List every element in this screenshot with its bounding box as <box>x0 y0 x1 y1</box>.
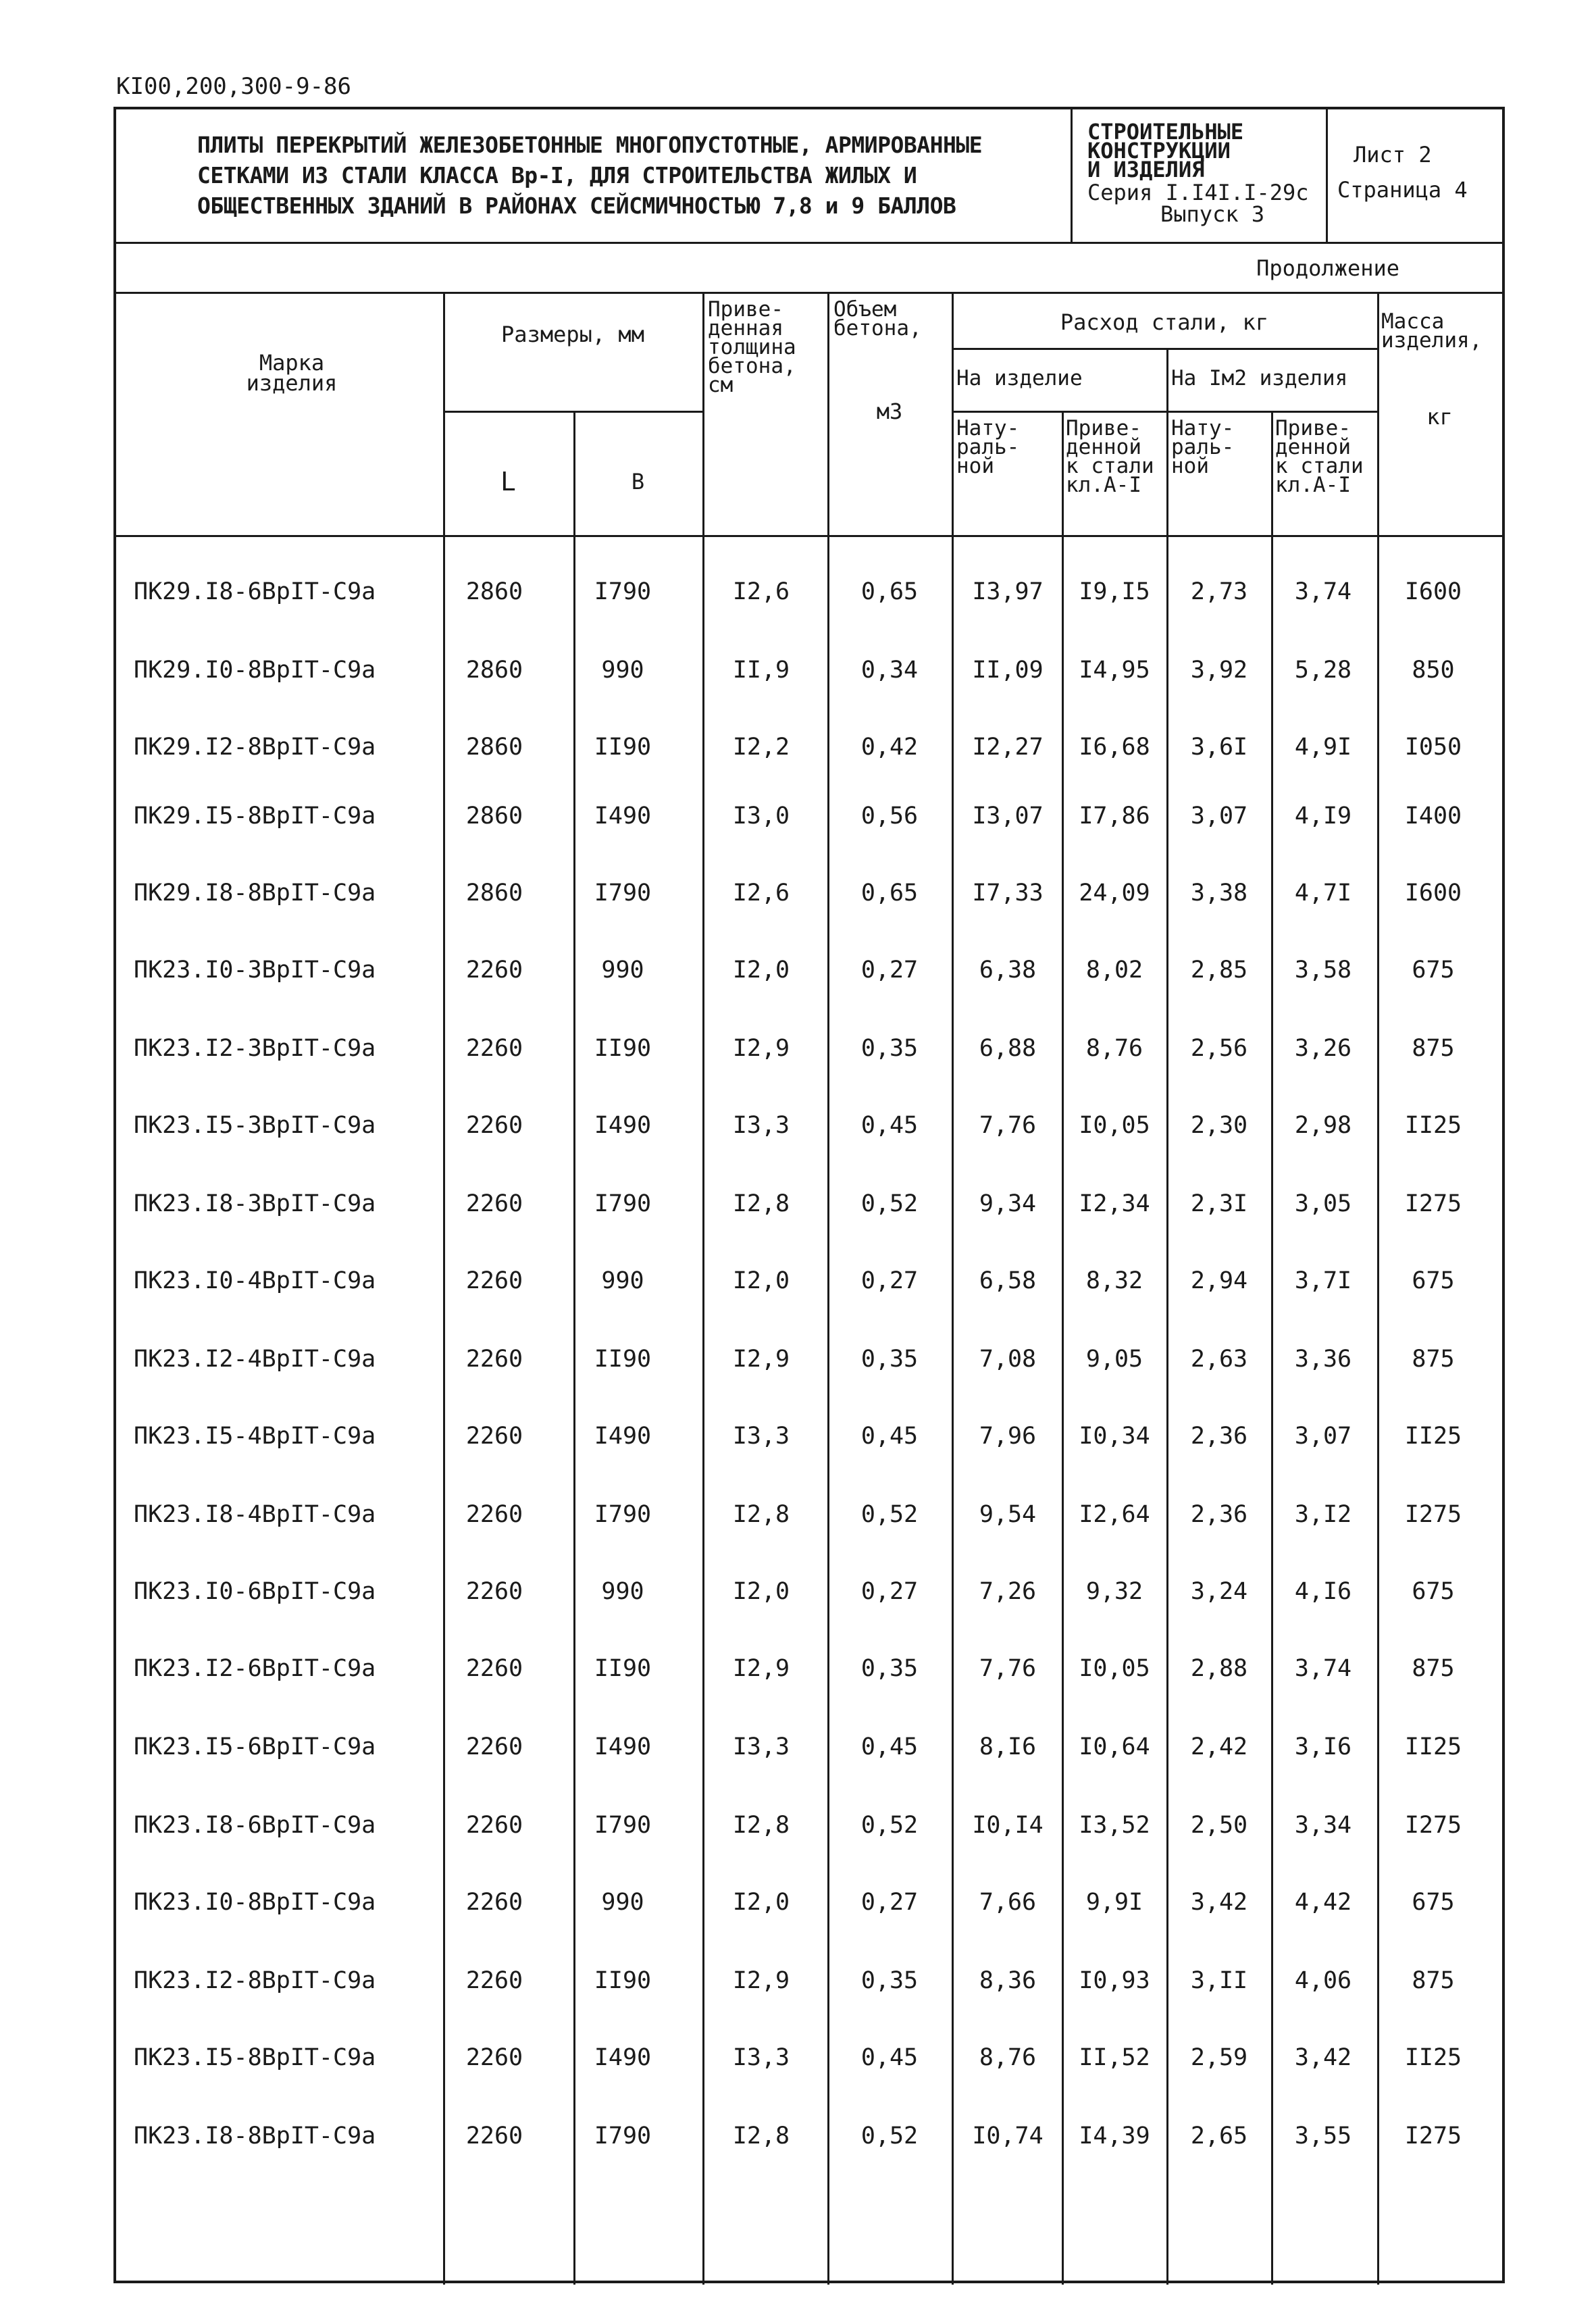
header-per-item: На изделие <box>956 366 1083 390</box>
item-thickness: I2,8 <box>732 1190 790 1217</box>
item-volume: 0,27 <box>860 957 919 984</box>
table-row <box>116 1105 1502 1146</box>
issue-number: Выпуск 3 <box>1160 201 1265 227</box>
steel-natural-m2: 2,65 <box>1190 2123 1248 2150</box>
item-width: II90 <box>594 1655 652 1682</box>
table-row <box>116 950 1502 990</box>
item-volume: 0,27 <box>860 1578 919 1605</box>
steel-reduced-m2: 3,36 <box>1294 1346 1352 1373</box>
table-row <box>116 1805 1502 1846</box>
header-dim-b: B <box>631 469 645 494</box>
item-volume: 0,35 <box>860 1655 919 1682</box>
steel-reduced-m2: 4,7I <box>1294 880 1352 907</box>
item-mass: I600 <box>1404 578 1462 605</box>
header-dim-l: L <box>500 467 516 497</box>
sheet-frame <box>113 107 1505 2283</box>
item-volume: 0,52 <box>860 2123 919 2150</box>
item-length: 2260 <box>465 1112 523 1139</box>
item-thickness: I3,3 <box>732 1733 790 1760</box>
header-dimensions: Размеры, мм <box>501 322 644 347</box>
item-mark: ПК23.I8-3ВрIТ-С9а <box>134 1190 376 1217</box>
table-row <box>116 727 1502 767</box>
table-row <box>116 1727 1502 1767</box>
steel-natural-item: 7,76 <box>979 1655 1037 1682</box>
item-mark: ПК29.I0-8ВрIТ-С9а <box>134 657 376 684</box>
item-length: 2260 <box>465 1655 523 1682</box>
item-width: I790 <box>594 578 652 605</box>
steel-reduced-item: 8,32 <box>1085 1267 1143 1294</box>
steel-reduced-m2: 3,58 <box>1294 957 1352 984</box>
item-volume: 0,45 <box>860 2044 919 2071</box>
header-reduced-m2: Приве- денной к стали кл.А-I <box>1275 416 1364 497</box>
item-volume: 0,27 <box>860 1267 919 1294</box>
steel-reduced-m2: 4,42 <box>1294 1889 1352 1916</box>
steel-reduced-item: 9,32 <box>1085 1578 1143 1605</box>
item-length: 2260 <box>465 1812 523 1839</box>
title-block <box>116 109 1502 244</box>
item-width: 990 <box>601 1267 644 1294</box>
item-mass: I275 <box>1404 1812 1462 1839</box>
steel-reduced-item: 9,9I <box>1085 1889 1143 1916</box>
table-row <box>116 796 1502 836</box>
item-length: 2860 <box>465 803 523 830</box>
item-thickness: I3,3 <box>732 2044 790 2071</box>
steel-natural-m2: 2,42 <box>1190 1733 1248 1760</box>
steel-reduced-item: I2,64 <box>1079 1501 1150 1528</box>
item-width: I790 <box>594 1812 652 1839</box>
table-row <box>116 571 1502 612</box>
steel-reduced-m2: 5,28 <box>1294 657 1352 684</box>
table-row <box>116 2116 1502 2156</box>
item-width: I790 <box>594 880 652 907</box>
steel-natural-m2: 2,3I <box>1190 1190 1248 1217</box>
table-row <box>116 1028 1502 1069</box>
steel-reduced-item: I9,I5 <box>1079 578 1150 605</box>
row-divider <box>952 348 1377 350</box>
item-thickness: I2,9 <box>732 1346 790 1373</box>
item-thickness: I2,2 <box>732 734 790 761</box>
item-width: II90 <box>594 1967 652 1994</box>
header-mass-unit: кг <box>1426 404 1453 430</box>
item-mass: I275 <box>1404 1501 1462 1528</box>
steel-reduced-m2: 4,9I <box>1294 734 1352 761</box>
item-volume: 0,45 <box>860 1733 919 1760</box>
steel-natural-m2: 3,38 <box>1190 880 1248 907</box>
item-mark: ПК23.I0-6ВрIТ-С9а <box>134 1578 376 1605</box>
sheet-number: Лист 2 <box>1354 142 1432 168</box>
item-thickness: I3,3 <box>732 1423 790 1450</box>
steel-natural-item: I3,97 <box>972 578 1044 605</box>
table-row <box>116 1184 1502 1224</box>
item-thickness: I2,0 <box>732 1889 790 1916</box>
item-mass: II25 <box>1404 2044 1462 2071</box>
item-mass: 875 <box>1412 1967 1455 1994</box>
table-top-border <box>116 292 1502 294</box>
item-length: 2260 <box>465 1967 523 1994</box>
item-width: I790 <box>594 2123 652 2150</box>
item-mark: ПК23.I5-6ВрIТ-С9а <box>134 1733 376 1760</box>
table-row <box>116 1494 1502 1535</box>
steel-natural-m2: 2,94 <box>1190 1267 1248 1294</box>
header-mark: Марка изделия <box>246 350 338 396</box>
item-mass: II25 <box>1404 1733 1462 1760</box>
item-length: 2860 <box>465 734 523 761</box>
item-length: 2260 <box>465 1889 523 1916</box>
item-thickness: II,9 <box>732 657 790 684</box>
steel-natural-item: I7,33 <box>972 880 1044 907</box>
item-volume: 0,52 <box>860 1812 919 1839</box>
steel-natural-m2: 2,36 <box>1190 1501 1248 1528</box>
item-length: 2260 <box>465 1733 523 1760</box>
item-thickness: I2,8 <box>732 1501 790 1528</box>
steel-reduced-m2: 3,I2 <box>1294 1501 1352 1528</box>
item-volume: 0,65 <box>860 578 919 605</box>
steel-reduced-item: I6,68 <box>1079 734 1150 761</box>
steel-natural-m2: 3,6I <box>1190 734 1248 761</box>
item-thickness: I2,9 <box>732 1967 790 1994</box>
item-mass: 875 <box>1412 1346 1455 1373</box>
item-volume: 0,35 <box>860 1967 919 1994</box>
steel-reduced-item: I0,93 <box>1079 1967 1150 1994</box>
steel-natural-m2: 2,88 <box>1190 1655 1248 1682</box>
steel-natural-item: 7,76 <box>979 1112 1037 1139</box>
item-length: 2260 <box>465 2044 523 2071</box>
steel-natural-item: 8,76 <box>979 2044 1037 2071</box>
item-mass: 875 <box>1412 1035 1455 1062</box>
item-mass: 675 <box>1412 1267 1455 1294</box>
title-line: СЕТКАМИ ИЗ СТАЛИ КЛАССА Вр-I, ДЛЯ СТРОИТЕЛЬСТВА ЖИЛЫХ И <box>197 162 917 188</box>
item-thickness: I3,0 <box>732 803 790 830</box>
item-length: 2260 <box>465 1501 523 1528</box>
item-mass: I050 <box>1404 734 1462 761</box>
item-width: 990 <box>601 1578 644 1605</box>
steel-reduced-item: I4,95 <box>1079 657 1150 684</box>
steel-natural-item: 9,54 <box>979 1501 1037 1528</box>
table-row <box>116 1571 1502 1612</box>
steel-natural-item: I0,I4 <box>972 1812 1044 1839</box>
item-length: 2860 <box>465 880 523 907</box>
steel-natural-m2: 2,56 <box>1190 1035 1248 1062</box>
item-mass: 675 <box>1412 1889 1455 1916</box>
item-mark: ПК23.I8-6ВрIТ-С9а <box>134 1812 376 1839</box>
item-thickness: I2,6 <box>732 578 790 605</box>
item-mark: ПК23.I5-8ВрIТ-С9а <box>134 2044 376 2071</box>
steel-reduced-m2: 4,I9 <box>1294 803 1352 830</box>
item-width: I490 <box>594 1112 652 1139</box>
steel-reduced-item: I0,34 <box>1079 1423 1150 1450</box>
steel-reduced-item: I0,05 <box>1079 1655 1150 1682</box>
steel-reduced-m2: 3,7I <box>1294 1267 1352 1294</box>
steel-reduced-item: 24,09 <box>1079 880 1150 907</box>
table-row <box>116 1339 1502 1379</box>
item-length: 2260 <box>465 1346 523 1373</box>
item-volume: 0,35 <box>860 1035 919 1062</box>
steel-natural-item: 8,36 <box>979 1967 1037 1994</box>
steel-reduced-item: I3,52 <box>1079 1812 1150 1839</box>
item-mark: ПК23.I2-4ВрIТ-С9а <box>134 1346 376 1373</box>
row-divider <box>952 411 1377 413</box>
table-row <box>116 1960 1502 2001</box>
item-mark: ПК23.I2-3ВрIТ-С9а <box>134 1035 376 1062</box>
table-row <box>116 2037 1502 2078</box>
steel-reduced-m2: 4,I6 <box>1294 1578 1352 1605</box>
steel-natural-item: 6,38 <box>979 957 1037 984</box>
steel-reduced-item: I7,86 <box>1079 803 1150 830</box>
item-mass: I275 <box>1404 2123 1462 2150</box>
table-row <box>116 1648 1502 1689</box>
item-thickness: I2,9 <box>732 1655 790 1682</box>
item-width: II90 <box>594 1346 652 1373</box>
item-mass: 675 <box>1412 957 1455 984</box>
item-width: I490 <box>594 803 652 830</box>
item-mark: ПК23.I8-8ВрIТ-С9а <box>134 2123 376 2150</box>
item-length: 2260 <box>465 1190 523 1217</box>
title-line: ПЛИТЫ ПЕРЕКРЫТИЙ ЖЕЛЕЗОБЕТОННЫЕ МНОГОПУСТОТНЫЕ, АРМИРОВАННЫЕ <box>197 132 983 158</box>
header-volume: Объем бетона, <box>833 297 922 340</box>
item-volume: 0,27 <box>860 1889 919 1916</box>
item-mark: ПК29.I2-8ВрIТ-С9а <box>134 734 376 761</box>
item-mass: 875 <box>1412 1655 1455 1682</box>
steel-natural-m2: 3,07 <box>1190 803 1248 830</box>
steel-natural-item: 6,88 <box>979 1035 1037 1062</box>
item-mass: II25 <box>1404 1112 1462 1139</box>
item-volume: 0,45 <box>860 1423 919 1450</box>
header-volume-unit: м3 <box>876 399 903 424</box>
header-natural-item: Нату- раль- ной <box>956 416 1020 478</box>
table-row <box>116 873 1502 913</box>
item-mark: ПК23.I2-6ВрIТ-С9а <box>134 1655 376 1682</box>
steel-reduced-item: 8,02 <box>1085 957 1143 984</box>
steel-natural-item: I0,74 <box>972 2123 1044 2150</box>
item-volume: 0,34 <box>860 657 919 684</box>
page-number: Страница 4 <box>1337 177 1468 203</box>
steel-reduced-m2: 2,98 <box>1294 1112 1352 1139</box>
steel-reduced-m2: 3,26 <box>1294 1035 1352 1062</box>
item-mark: ПК23.I5-4ВрIТ-С9а <box>134 1423 376 1450</box>
steel-reduced-item: I2,34 <box>1079 1190 1150 1217</box>
steel-natural-m2: 2,30 <box>1190 1112 1248 1139</box>
steel-natural-item: 9,34 <box>979 1190 1037 1217</box>
item-mark: ПК23.I8-4ВрIТ-С9а <box>134 1501 376 1528</box>
header-reduced-item: Приве- денной к стали кл.А-I <box>1066 416 1154 497</box>
item-width: 990 <box>601 957 644 984</box>
series-block <box>1071 109 1326 242</box>
steel-natural-m2: 3,42 <box>1190 1889 1248 1916</box>
item-volume: 0,56 <box>860 803 919 830</box>
item-volume: 0,65 <box>860 880 919 907</box>
steel-reduced-item: I0,05 <box>1079 1112 1150 1139</box>
item-mark: ПК29.I5-8ВрIТ-С9а <box>134 803 376 830</box>
item-mark: ПК23.I0-8ВрIТ-С9а <box>134 1889 376 1916</box>
item-mark: ПК23.I0-3ВрIТ-С9а <box>134 957 376 984</box>
item-length: 2260 <box>465 1578 523 1605</box>
series-number: Серия I.I4I.I-29с <box>1087 180 1309 205</box>
title-line: ОБЩЕСТВЕННЫХ ЗДАНИЙ В РАЙОНАХ СЕЙСМИЧНОСТЬЮ 7,8 и 9 БАЛЛОВ <box>197 193 956 219</box>
steel-reduced-m2: 3,55 <box>1294 2123 1352 2150</box>
steel-reduced-item: 8,76 <box>1085 1035 1143 1062</box>
item-mark: ПК23.I0-4ВрIТ-С9а <box>134 1267 376 1294</box>
steel-natural-item: 7,08 <box>979 1346 1037 1373</box>
table-header-border <box>116 535 1502 537</box>
steel-natural-item: I2,27 <box>972 734 1044 761</box>
item-thickness: I2,0 <box>732 957 790 984</box>
item-thickness: I2,8 <box>732 2123 790 2150</box>
item-mass: I400 <box>1404 803 1462 830</box>
item-thickness: I3,3 <box>732 1112 790 1139</box>
item-width: I790 <box>594 1190 652 1217</box>
item-mass: I275 <box>1404 1190 1462 1217</box>
item-mark: ПК23.I2-8ВрIТ-С9а <box>134 1967 376 1994</box>
steel-natural-m2: 3,92 <box>1190 657 1248 684</box>
steel-natural-m2: 2,50 <box>1190 1812 1248 1839</box>
item-thickness: I2,8 <box>732 1812 790 1839</box>
item-width: II90 <box>594 734 652 761</box>
item-length: 2260 <box>465 1423 523 1450</box>
header-steel: Расход стали, кг <box>1060 309 1269 335</box>
sheet-block <box>1326 109 1502 242</box>
steel-natural-item: 6,58 <box>979 1267 1037 1294</box>
header-thickness: Приве- денная толщина бетона, см <box>708 297 796 397</box>
header-mass: Масса изделия, <box>1381 309 1483 353</box>
steel-reduced-m2: 3,74 <box>1294 1655 1352 1682</box>
header-natural-m2: Нату- раль- ной <box>1171 416 1235 478</box>
steel-reduced-item: II,52 <box>1079 2044 1150 2071</box>
item-length: 2260 <box>465 1035 523 1062</box>
item-width: 990 <box>601 657 644 684</box>
item-volume: 0,52 <box>860 1501 919 1528</box>
item-thickness: I2,9 <box>732 1035 790 1062</box>
steel-natural-m2: 2,73 <box>1190 578 1248 605</box>
steel-natural-m2: 2,59 <box>1190 2044 1248 2071</box>
steel-natural-item: I3,07 <box>972 803 1044 830</box>
steel-reduced-m2: 3,07 <box>1294 1423 1352 1450</box>
steel-reduced-m2: 3,42 <box>1294 2044 1352 2071</box>
table-row <box>116 1882 1502 1923</box>
steel-natural-item: 7,96 <box>979 1423 1037 1450</box>
steel-reduced-m2: 3,I6 <box>1294 1733 1352 1760</box>
item-mark: ПК29.I8-6ВрIТ-С9а <box>134 578 376 605</box>
steel-reduced-m2: 3,74 <box>1294 578 1352 605</box>
row-divider <box>443 411 702 413</box>
steel-reduced-item: I4,39 <box>1079 2123 1150 2150</box>
item-mass: 850 <box>1412 657 1455 684</box>
steel-natural-m2: 3,24 <box>1190 1578 1248 1605</box>
series-line: КОНСТРУКЦИИ <box>1087 138 1231 163</box>
steel-reduced-m2: 3,34 <box>1294 1812 1352 1839</box>
item-volume: 0,45 <box>860 1112 919 1139</box>
steel-natural-item: 7,26 <box>979 1578 1037 1605</box>
item-mass: I600 <box>1404 880 1462 907</box>
steel-reduced-m2: 3,05 <box>1294 1190 1352 1217</box>
table-row <box>116 650 1502 690</box>
series-line: И ИЗДЕЛИЯ <box>1087 157 1205 182</box>
item-mark: ПК23.I5-3ВрIТ-С9а <box>134 1112 376 1139</box>
item-volume: 0,42 <box>860 734 919 761</box>
steel-reduced-item: I0,64 <box>1079 1733 1150 1760</box>
item-volume: 0,35 <box>860 1346 919 1373</box>
document-code: KI00,200,300-9-86 <box>116 73 351 100</box>
steel-natural-item: 8,I6 <box>979 1733 1037 1760</box>
item-width: II90 <box>594 1035 652 1062</box>
steel-natural-m2: 2,63 <box>1190 1346 1248 1373</box>
item-width: I490 <box>594 1733 652 1760</box>
steel-natural-m2: 2,36 <box>1190 1423 1248 1450</box>
item-length: 2860 <box>465 657 523 684</box>
item-mass: 675 <box>1412 1578 1455 1605</box>
header-per-m2: На Iм2 изделия <box>1171 366 1348 390</box>
item-thickness: I2,0 <box>732 1267 790 1294</box>
steel-reduced-m2: 4,06 <box>1294 1967 1352 1994</box>
steel-natural-item: II,09 <box>972 657 1044 684</box>
item-volume: 0,52 <box>860 1190 919 1217</box>
item-mass: II25 <box>1404 1423 1462 1450</box>
steel-reduced-item: 9,05 <box>1085 1346 1143 1373</box>
item-length: 2260 <box>465 957 523 984</box>
series-line: СТРОИТЕЛЬНЫЕ <box>1087 119 1244 145</box>
table-row <box>116 1416 1502 1456</box>
item-width: I490 <box>594 1423 652 1450</box>
document-title <box>197 130 1170 221</box>
steel-natural-m2: 2,85 <box>1190 957 1248 984</box>
table-row <box>116 1261 1502 1301</box>
item-thickness: I2,0 <box>732 1578 790 1605</box>
item-width: I790 <box>594 1501 652 1528</box>
item-length: 2860 <box>465 578 523 605</box>
item-width: I490 <box>594 2044 652 2071</box>
item-thickness: I2,6 <box>732 880 790 907</box>
item-length: 2260 <box>465 1267 523 1294</box>
steel-natural-item: 7,66 <box>979 1889 1037 1916</box>
steel-natural-m2: 3,II <box>1190 1967 1248 1994</box>
item-length: 2260 <box>465 2123 523 2150</box>
item-mark: ПК29.I8-8ВрIТ-С9а <box>134 880 376 907</box>
item-width: 990 <box>601 1889 644 1916</box>
continuation-label: Продолжение <box>1256 255 1399 281</box>
